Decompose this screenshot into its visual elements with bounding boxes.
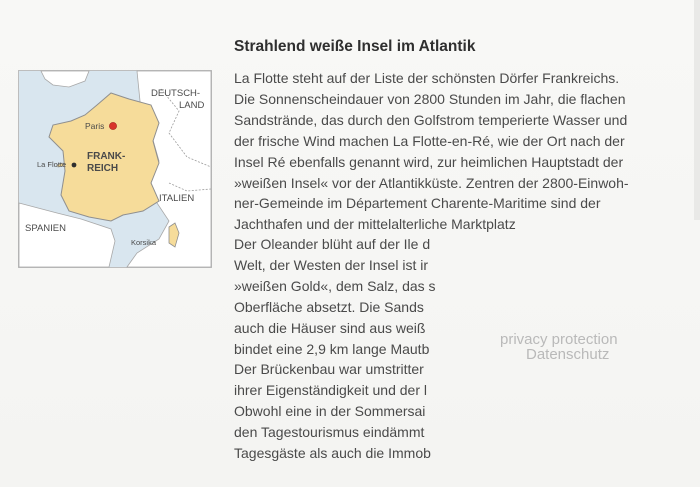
paragraph-2-line: auch die Häuser sind aus weiß — [234, 319, 426, 336]
paragraph-2-line: Obwohl eine in der Sommersai — [234, 403, 426, 420]
paragraph-2-line: »weißen Gold«, dem Salz, das s — [234, 277, 436, 294]
article-heading: Strahlend weiße Insel im Atlantik — [234, 38, 476, 55]
label-korsika: Korsika — [131, 238, 157, 247]
label-la-flotte: La Flotte — [37, 160, 67, 169]
paragraph-2-line: den Tagestourismus eindämmt — [234, 424, 425, 441]
label-frankreich-2: REICH — [87, 163, 119, 174]
privacy-line-2: Datenschutz — [526, 346, 610, 363]
label-paris: Paris — [85, 121, 105, 131]
paragraph-1-clip — [234, 68, 694, 233]
paragraph-2-line: bindet eine 2,9 km lange Mautb — [234, 340, 430, 357]
paragraph-1-line: Sandstrände, das durch den Golfstrom temperierte Wasser und — [234, 111, 628, 128]
paragraph-1-line: Jachthafen und der mittelalterliche Marktplatz — [234, 216, 516, 233]
paris-marker-icon — [109, 122, 116, 129]
edge-shade — [694, 0, 700, 220]
paragraph-2-line: Welt, der Westen der Insel ist ir — [234, 256, 428, 273]
map-svg — [19, 71, 211, 267]
paragraph-1 — [234, 68, 684, 235]
paragraph-2-clip — [234, 234, 451, 462]
privacy-watermark — [500, 332, 650, 362]
label-italien: ITALIEN — [159, 193, 195, 204]
location-map — [18, 70, 212, 268]
paragraph-2-line: Der Brückenbau war umstritter — [234, 361, 424, 378]
label-deutschland-1: DEUTSCH- — [151, 88, 201, 99]
paragraph-2-line: Der Oleander blüht auf der Ile d — [234, 236, 431, 252]
paragraph-2-line: ihrer Eigenständigkeit und der l — [234, 382, 428, 399]
label-frankreich-1: FRANK- — [87, 151, 126, 162]
privacy-line-1: privacy protection — [500, 331, 618, 348]
label-spanien: SPANIEN — [25, 223, 67, 234]
paragraph-1-line: La Flotte steht auf der Liste der schönsten Dörfer Frankreichs. — [234, 70, 620, 86]
la-flotte-marker-icon — [72, 163, 77, 168]
paragraph-2-line: Oberfläche absetzt. Die Sands — [234, 298, 424, 315]
label-deutschland-2: LAND — [179, 100, 205, 111]
paragraph-1-line: »weißen Insel« vor der Atlantikküste. Zentren der 2800-Einwoh- — [234, 174, 629, 191]
paragraph-2-line: Tagesgäste als auch die Immob — [234, 445, 431, 462]
paragraph-1-line: der frische Wind machen La Flotte-en-Ré, wie der Ort nach der — [234, 132, 625, 149]
paragraph-1-line: ner-Gemeinde im Département Charente-Maritime sind der — [234, 195, 601, 212]
paragraph-1-line: Die Sonnenscheindauer von 2800 Stunden im Jahr, die flachen — [234, 90, 626, 107]
paragraph-1-line: Insel Ré ebenfalls genannt wird, zur heimlichen Hauptstadt der — [234, 153, 624, 170]
